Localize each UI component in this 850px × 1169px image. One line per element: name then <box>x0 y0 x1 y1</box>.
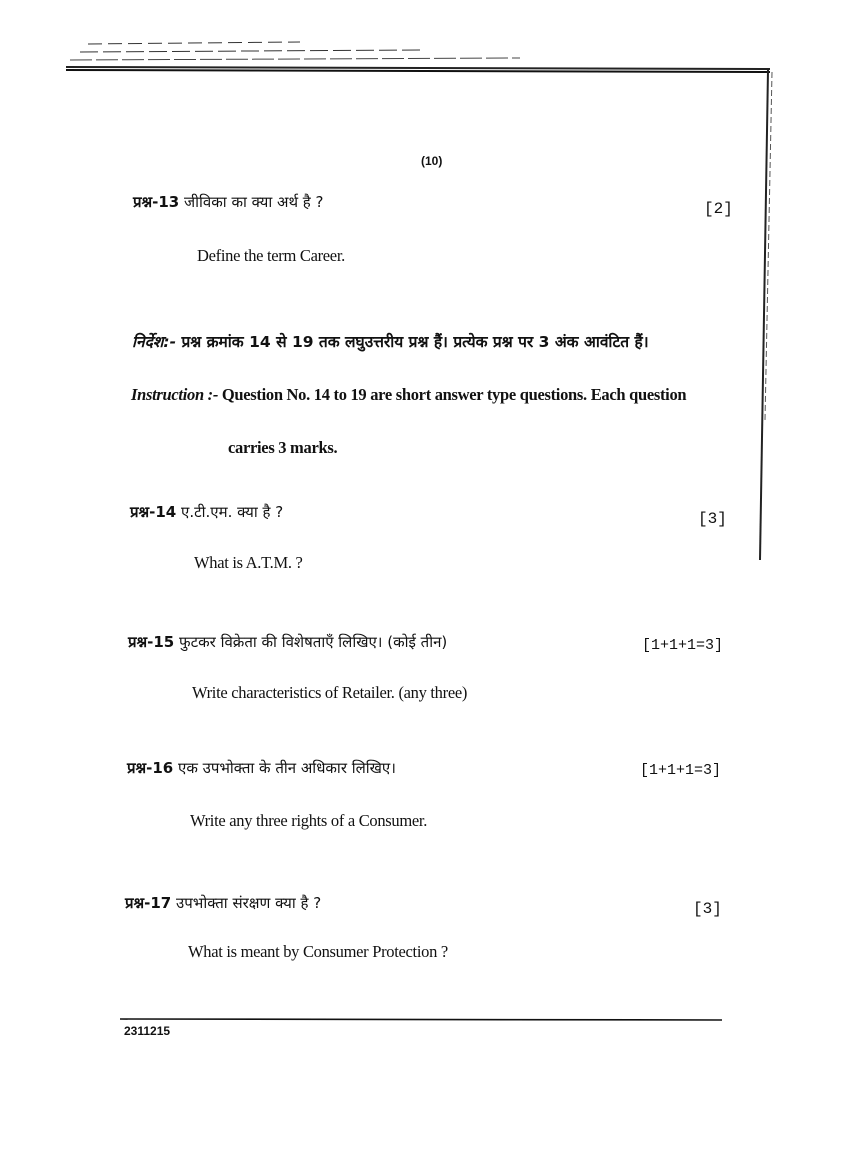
question-13-hindi <box>133 192 324 212</box>
question-15-english: Write characteristics of Retailer. (any three) <box>192 683 468 702</box>
question-14-hindi <box>130 502 283 522</box>
page-number: (10) <box>421 154 443 168</box>
question-15-text-hindi: फुटकर विक्रेता की विशेषताएँ लिखिए। (कोई तीन) <box>179 633 448 651</box>
instruction-hindi <box>132 330 649 352</box>
question-15-marks: [1+1+1=3] <box>642 637 724 654</box>
instruction-english-label: Instruction :- <box>131 385 219 404</box>
question-16-hindi <box>127 758 396 778</box>
instruction-hindi-text: प्रश्न क्रमांक 14 से 19 तक लघुउत्तरीय प्रश्न हैं। प्रत्येक प्रश्न पर 3 अंक आवंटित हैं। <box>181 333 649 351</box>
question-17-english: What is meant by Consumer Protection ? <box>188 942 448 961</box>
question-14-label: प्रश्न-14 <box>130 503 177 521</box>
question-17-label: प्रश्न-17 <box>125 894 172 912</box>
instruction-english-line2: carries 3 marks. <box>228 438 338 457</box>
question-16-label: प्रश्न-16 <box>127 759 174 777</box>
instruction-english-text-1: Question No. 14 to 19 are short answer type questions. Each question <box>221 385 687 404</box>
question-16-text-hindi: एक उपभोक्ता के तीन अधिकार लिखिए। <box>178 759 396 777</box>
question-13-label: प्रश्न-13 <box>133 193 180 211</box>
question-16-english: Write any three rights of a Consumer. <box>190 811 428 830</box>
paper-code: 2311215 <box>124 1024 171 1038</box>
question-14-english: What is A.T.M. ? <box>194 553 303 572</box>
question-15-hindi <box>128 632 447 652</box>
question-16-marks: [1+1+1=3] <box>640 762 722 779</box>
instruction-hindi-label: निर्देश:- <box>132 333 177 351</box>
instruction-english-line1 <box>131 385 686 405</box>
question-14-text-hindi: ए.टी.एम. क्या है ? <box>181 503 284 521</box>
question-17-hindi <box>125 893 321 913</box>
question-13-english: Define the term Career. <box>197 246 345 265</box>
question-13-text-hindi: जीविका का क्या अर्थ है ? <box>184 193 324 211</box>
question-14-marks: [3] <box>698 510 727 528</box>
question-13-marks: [2] <box>704 200 733 218</box>
question-17-marks: [3] <box>693 900 722 918</box>
question-15-label: प्रश्न-15 <box>128 633 175 651</box>
question-17-text-hindi: उपभोक्ता संरक्षण क्या है ? <box>176 894 322 912</box>
